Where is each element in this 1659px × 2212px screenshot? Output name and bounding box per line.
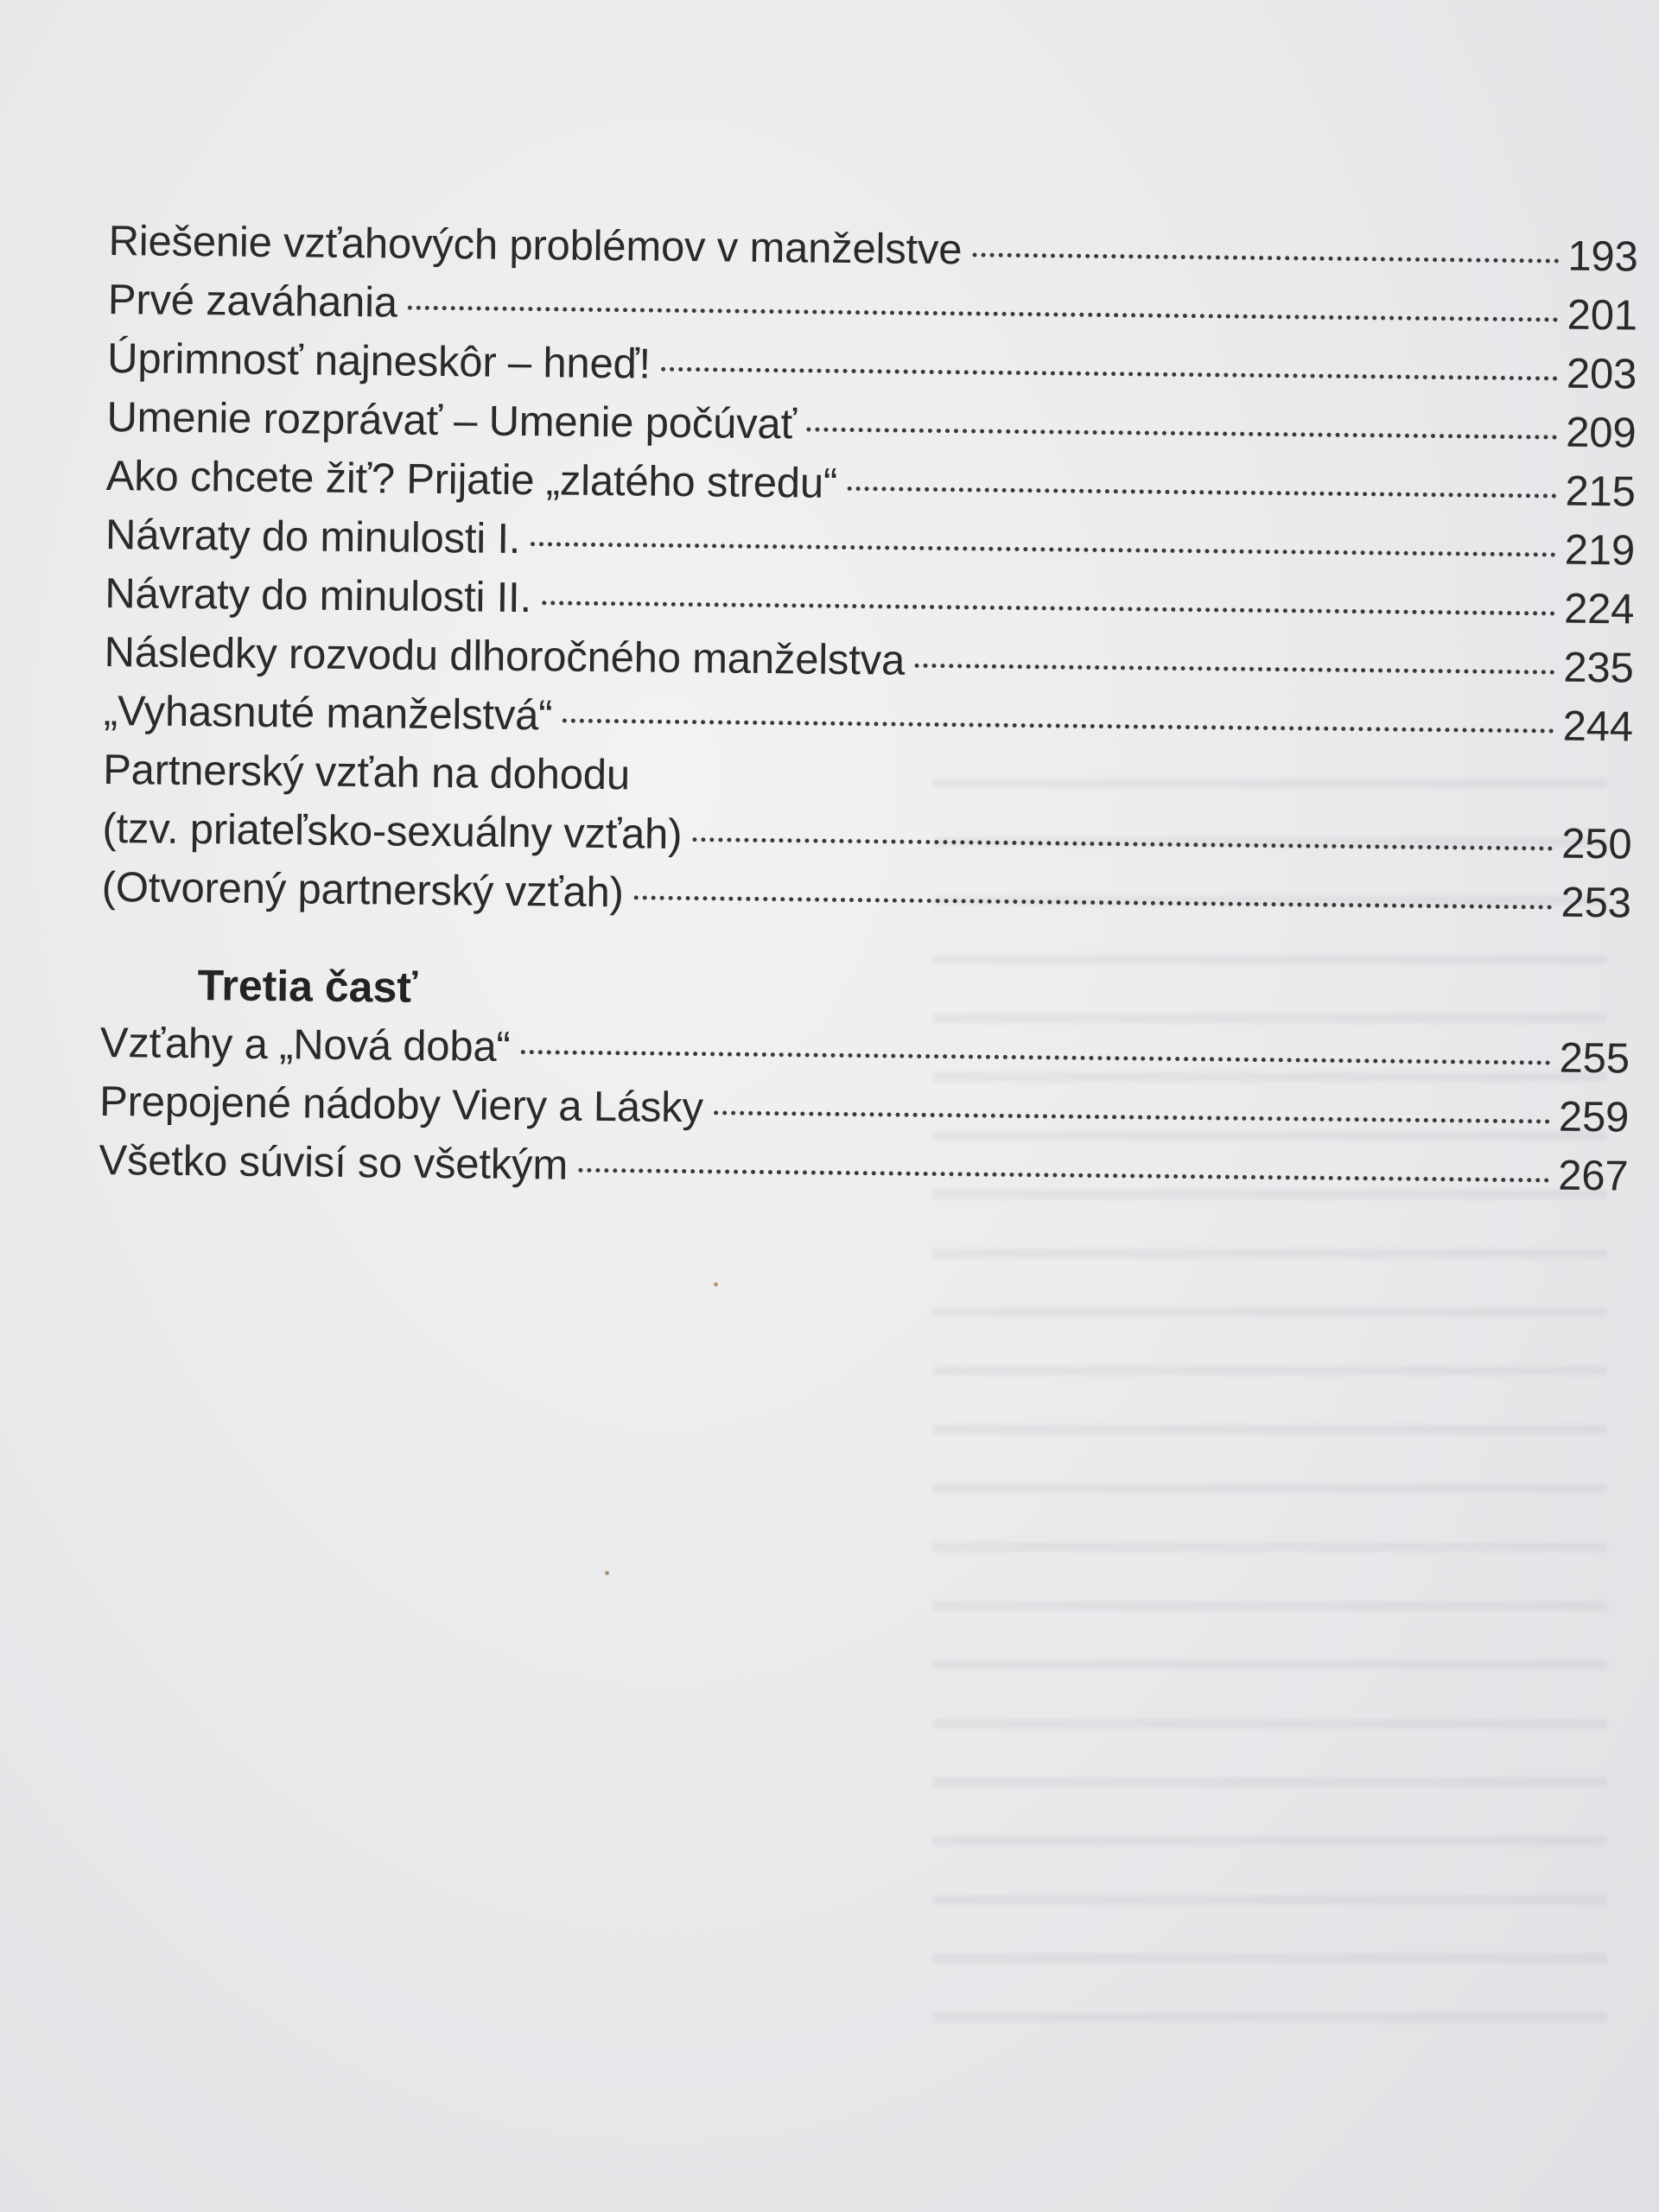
toc-entry-page: 259 xyxy=(1558,1093,1630,1141)
paper-speck xyxy=(605,1571,609,1575)
dot-leader xyxy=(563,719,1554,734)
dot-leader xyxy=(972,252,1559,263)
dot-leader xyxy=(542,601,1555,615)
dot-leader xyxy=(521,1050,1551,1065)
toc-entry-page: 235 xyxy=(1563,644,1634,692)
toc-entry-page: 255 xyxy=(1559,1034,1630,1083)
dot-leader xyxy=(661,367,1558,381)
dot-leader xyxy=(578,1168,1549,1183)
toc-entry-title: Prepojené nádoby Viery a Lásky xyxy=(99,1077,704,1132)
toc-entry-title: Vzťahy a „Nová doba“ xyxy=(99,1019,511,1071)
toc-entry-page: 203 xyxy=(1566,350,1637,398)
toc-entry-page: 201 xyxy=(1567,291,1638,340)
toc-entry-title: „Vyhasnuté manželstvá“ xyxy=(103,687,553,740)
toc-entry-title: Všetko súvisí so všetkým xyxy=(99,1136,569,1189)
dot-leader xyxy=(915,664,1554,675)
toc-entry-title: Prvé zaváhania xyxy=(107,276,398,327)
dot-leader xyxy=(408,306,1559,322)
section-heading: Tretia časť xyxy=(197,961,418,1012)
toc-entry-page: 209 xyxy=(1565,409,1637,457)
toc-entry-page: 253 xyxy=(1560,879,1631,927)
toc-entry-title: (Otvorený partnerský vzťah) xyxy=(101,863,624,917)
toc-entry-title: Riešenie vzťahových problémov v manželstve xyxy=(108,217,963,274)
toc-entry-page: 250 xyxy=(1560,820,1632,868)
toc-entry-page: 193 xyxy=(1567,232,1638,281)
toc-entry-page: 219 xyxy=(1564,526,1636,575)
dot-leader xyxy=(692,837,1553,850)
toc-entry-page: 215 xyxy=(1565,467,1636,516)
toc-entry-title: Návraty do minulosti II. xyxy=(105,569,532,622)
dot-leader xyxy=(531,542,1556,556)
toc-entry-title: Partnerský vzťah na dohodu xyxy=(102,746,631,799)
toc-entry-title-continued: (tzv. priateľsko-sexuálny vzťah) xyxy=(102,804,683,858)
toc-entry-title: Návraty do minulosti I. xyxy=(105,511,521,563)
dot-leader xyxy=(634,895,1553,909)
toc-entry-page: 244 xyxy=(1562,702,1634,751)
toc-entry-page: 267 xyxy=(1557,1152,1629,1200)
toc-entry-title: Umenie rozprávať – Umenie počúvať xyxy=(106,393,797,448)
toc-entry-title: Úprimnosť najneskôr – hneď! xyxy=(106,334,652,388)
dot-leader xyxy=(807,427,1558,439)
toc-entry-title: Následky rozvodu dlhoročného manželstva xyxy=(104,628,906,684)
toc-entry-page: 224 xyxy=(1563,585,1635,633)
table-of-contents xyxy=(99,212,1638,1205)
toc-entry-title: Ako chcete žiť? Prijatie „zlatého stredu“ xyxy=(105,452,838,507)
dot-leader xyxy=(714,1110,1550,1123)
dot-leader xyxy=(848,486,1557,499)
paper-speck xyxy=(714,1282,718,1287)
